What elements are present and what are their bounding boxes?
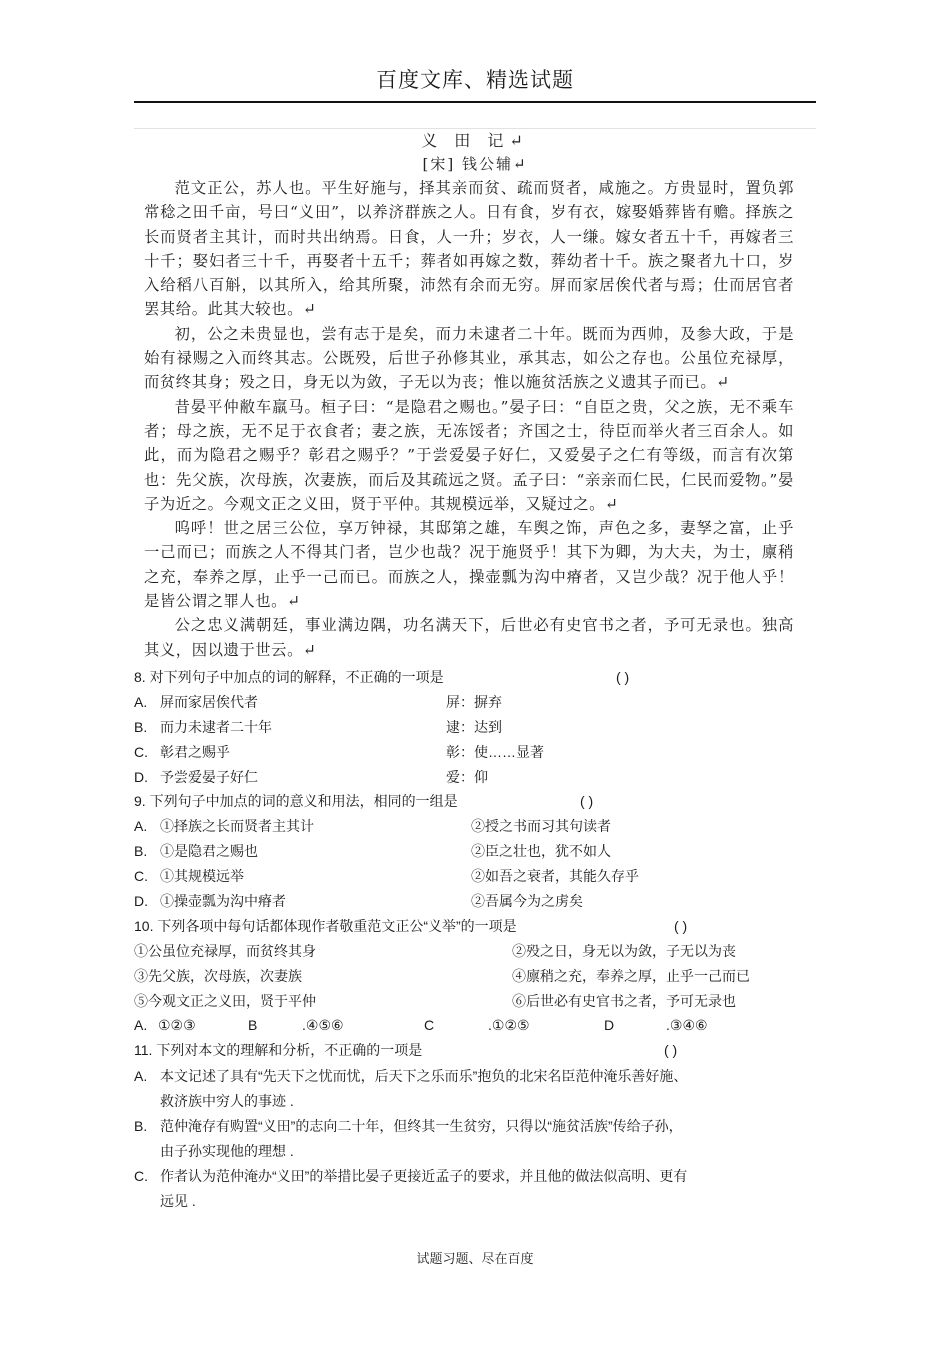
option-gloss: 屏：摒弃 bbox=[446, 693, 502, 710]
option-pair: ②臣之壮也，犹不如人 bbox=[471, 843, 611, 860]
answer-text: ①②③ bbox=[158, 1017, 196, 1034]
question-8-option-d bbox=[134, 765, 816, 790]
question-8-option-b bbox=[134, 715, 816, 740]
option-text: 予尝爱晏子好仁 bbox=[160, 768, 258, 785]
option-text: ①其规模远举 bbox=[160, 868, 244, 885]
question-stem: 9. 下列句子中加点的词的意义和用法，相同的一组是 bbox=[134, 793, 458, 810]
question-11-option-a-cont bbox=[134, 1089, 816, 1113]
option-text: 彰君之赐乎 bbox=[160, 743, 230, 760]
question-8-option-c bbox=[134, 740, 816, 765]
option-text-continued: 救济族中穷人的事迹 . bbox=[160, 1093, 294, 1110]
answer-blank: ( ) bbox=[616, 669, 630, 685]
question-11-option-c bbox=[134, 1163, 816, 1189]
header-divider bbox=[134, 101, 816, 103]
option-label: C. bbox=[134, 1168, 148, 1185]
page-footer: 试题习题、尽在百度 bbox=[416, 1251, 534, 1266]
option-label: A. bbox=[134, 693, 148, 710]
question-9-option-c bbox=[134, 864, 816, 889]
question-11-stem bbox=[134, 1038, 816, 1063]
question-8-stem bbox=[134, 665, 816, 690]
article-title: 义 田 记↵ bbox=[421, 131, 529, 150]
answer-text: .③④⑥ bbox=[666, 1017, 708, 1034]
option-label: D. bbox=[134, 768, 148, 785]
question-9-option-b bbox=[134, 839, 816, 864]
option-text-continued: 由子孙实现他的理想 . bbox=[160, 1143, 294, 1160]
page-header-title: 百度文库、精选试题 bbox=[376, 68, 574, 92]
option-pair: ②授之书而习其句读者 bbox=[471, 818, 611, 835]
question-9-stem bbox=[134, 789, 816, 814]
option-label: B. bbox=[134, 718, 148, 735]
question-stem: 10. 下列各项中每句话都体现作者敬重范文正公“义举”的一项是 bbox=[134, 917, 517, 934]
option-pair: ②如吾之衰者，其能久存乎 bbox=[471, 868, 639, 885]
question-8-option-a bbox=[134, 690, 816, 715]
question-9-option-d bbox=[134, 889, 816, 914]
statement-item: ③先父族，次母族，次妻族 bbox=[134, 967, 302, 984]
article-paragraph: 范文正公，苏人也。平生好施与，择其亲而贫、疏而贤者，咸施之。方贵显时，置负郭常稔之田千亩，号曰“义田”，以养济群族之人。日有食，岁有衣，嫁娶婚葬皆有赡。择族之长而贤者主其计，而时共出纳焉。日食，人一升；岁衣，人一缣。嫁女者五十千，再嫁者三十千；娶妇者三十千，再娶者十五千；葬者如再嫁之数，葬幼者十千。族之聚者九十口，岁入给稻八百斛，以其所入，给其所聚，沛然有余而无穷。屏而家居俟代者与焉；仕而居官者罢其给。此其大较也。↵ bbox=[144, 179, 794, 319]
answer-blank: ( ) bbox=[580, 793, 594, 810]
option-gloss: 彰：使……显著 bbox=[446, 743, 544, 760]
answer-blank: ( ) bbox=[674, 917, 688, 934]
option-text: 而力未逮者二十年 bbox=[160, 718, 272, 735]
article-author: [宋] 钱公辅↵ bbox=[422, 155, 528, 173]
question-11-option-b bbox=[134, 1113, 816, 1139]
answer-text: .④⑤⑥ bbox=[302, 1017, 344, 1034]
statement-item: ②殁之日，身无以为敛，子无以为丧 bbox=[512, 942, 736, 959]
statement-item: ⑤今观文正之义田，贤于平仲 bbox=[134, 992, 316, 1009]
article-paragraph: 初，公之未贵显也，尝有志于是矣，而力未逮者二十年。既而为西帅，及参大政，于是始有禄赐之入而终其志。公既殁，后世子孙修其业，承其志，如公之存也。公虽位充禄厚，而贫终其身；殁之日，身无以为敛，子无以为丧；惟以施贫活族之义遗其子而已。↵ bbox=[144, 324, 794, 392]
option-text: ①是隐君之赐也 bbox=[160, 843, 258, 860]
question-10-stem bbox=[134, 914, 816, 939]
option-label: B. bbox=[134, 843, 148, 860]
answer-label: B bbox=[248, 1017, 258, 1034]
statement-item: ⑥后世必有史官书之者，予可无录也 bbox=[512, 992, 736, 1009]
answer-text: .①②⑤ bbox=[488, 1017, 530, 1034]
answer-label: C bbox=[424, 1017, 435, 1034]
option-text: 本文记述了具有“先天下之忧而忧，后天下之乐而乐”抱负的北宋名臣范仲淹乐善好施、 bbox=[160, 1068, 688, 1085]
answer-label: A. bbox=[134, 1017, 148, 1034]
option-gloss: 逮：达到 bbox=[446, 718, 502, 735]
option-text: ①择族之长而贤者主其计 bbox=[160, 818, 314, 835]
option-text: 作者认为范仲淹办“义田”的举措比晏子更接近孟子的要求，并且他的做法似高明、更有 bbox=[160, 1168, 688, 1185]
article-body bbox=[144, 176, 794, 662]
question-11-option-c-cont bbox=[134, 1189, 816, 1213]
question-10-row bbox=[134, 989, 816, 1014]
option-label: A. bbox=[134, 818, 148, 835]
question-stem: 11. 下列对本文的理解和分析，不正确的一项是 bbox=[134, 1042, 423, 1059]
statement-item: ①公虽位充禄厚，而贫终其身 bbox=[134, 942, 316, 959]
article-paragraph: 公之忠义满朝廷，事业满边隅，功名满天下，后世必有史官书之者，予可无录也。独高其义，因以遗于世云。↵ bbox=[144, 616, 794, 659]
option-pair: ②吾属今为之虏矣 bbox=[471, 893, 583, 910]
option-label: D. bbox=[134, 893, 148, 910]
question-section bbox=[134, 665, 816, 1213]
option-text: ①操壶瓢为沟中瘠者 bbox=[160, 893, 286, 910]
option-text-continued: 远见 . bbox=[160, 1193, 196, 1210]
option-label: A. bbox=[134, 1068, 148, 1085]
answer-label: D bbox=[604, 1017, 615, 1034]
article-paragraph: 昔晏平仲敝车羸马。桓子曰：“是隐君之赐也。”晏子曰：“自臣之贵，父之族，无不乘车者；母之族，无不足于衣食者；妻之族，无冻馁者；齐国之士，待臣而举火者三百余人。如此，而为隐君之赐乎？彰君之赐乎？”于尝爱晏子好仁，又爱晏子之仁有等级，而言有次第也：先父族，次母族，次妻族，而后及其疏远之贤。孟子曰：“亲亲而仁民，仁民而爱物。”晏子为近之。今观文正之义田，贤于平仲。其规模远举，又疑过之。↵ bbox=[144, 397, 794, 513]
article-paragraph: 呜呼！世之居三公位，享万钟禄，其邸第之雄，车舆之饰，声色之多，妻孥之富，止乎一己而已；而族之人不得其门者，岂少也哉？况于施贤乎！其下为卿，为大夫，为士，廪稍之充，奉养之厚，止乎一己而已。而族之人，操壶瓢为沟中瘠者，又岂少哉？况于他人乎！是皆公谓之罪人也。↵ bbox=[144, 519, 794, 611]
question-11-option-b-cont bbox=[134, 1139, 816, 1163]
option-label: C. bbox=[134, 743, 148, 760]
option-gloss: 爱：仰 bbox=[446, 768, 488, 785]
question-10-answers bbox=[134, 1013, 816, 1038]
question-10-row bbox=[134, 939, 816, 964]
question-9-option-a bbox=[134, 814, 816, 839]
option-text: 屏而家居俟代者 bbox=[160, 693, 258, 710]
question-10-row bbox=[134, 964, 816, 989]
option-text: 范仲淹存有购置“义田”的志向二十年，但终其一生贫穷，只得以“施贫活族”传给子孙， bbox=[160, 1118, 683, 1135]
statement-item: ④廪稍之充，奉养之厚，止乎一己而已 bbox=[512, 967, 750, 984]
question-stem: 8. 对下列句子中加点的词的解释，不正确的一项是 bbox=[134, 669, 444, 685]
answer-blank: ( ) bbox=[664, 1042, 678, 1059]
question-11-option-a bbox=[134, 1063, 816, 1089]
option-label: B. bbox=[134, 1118, 148, 1135]
option-label: C. bbox=[134, 868, 148, 885]
